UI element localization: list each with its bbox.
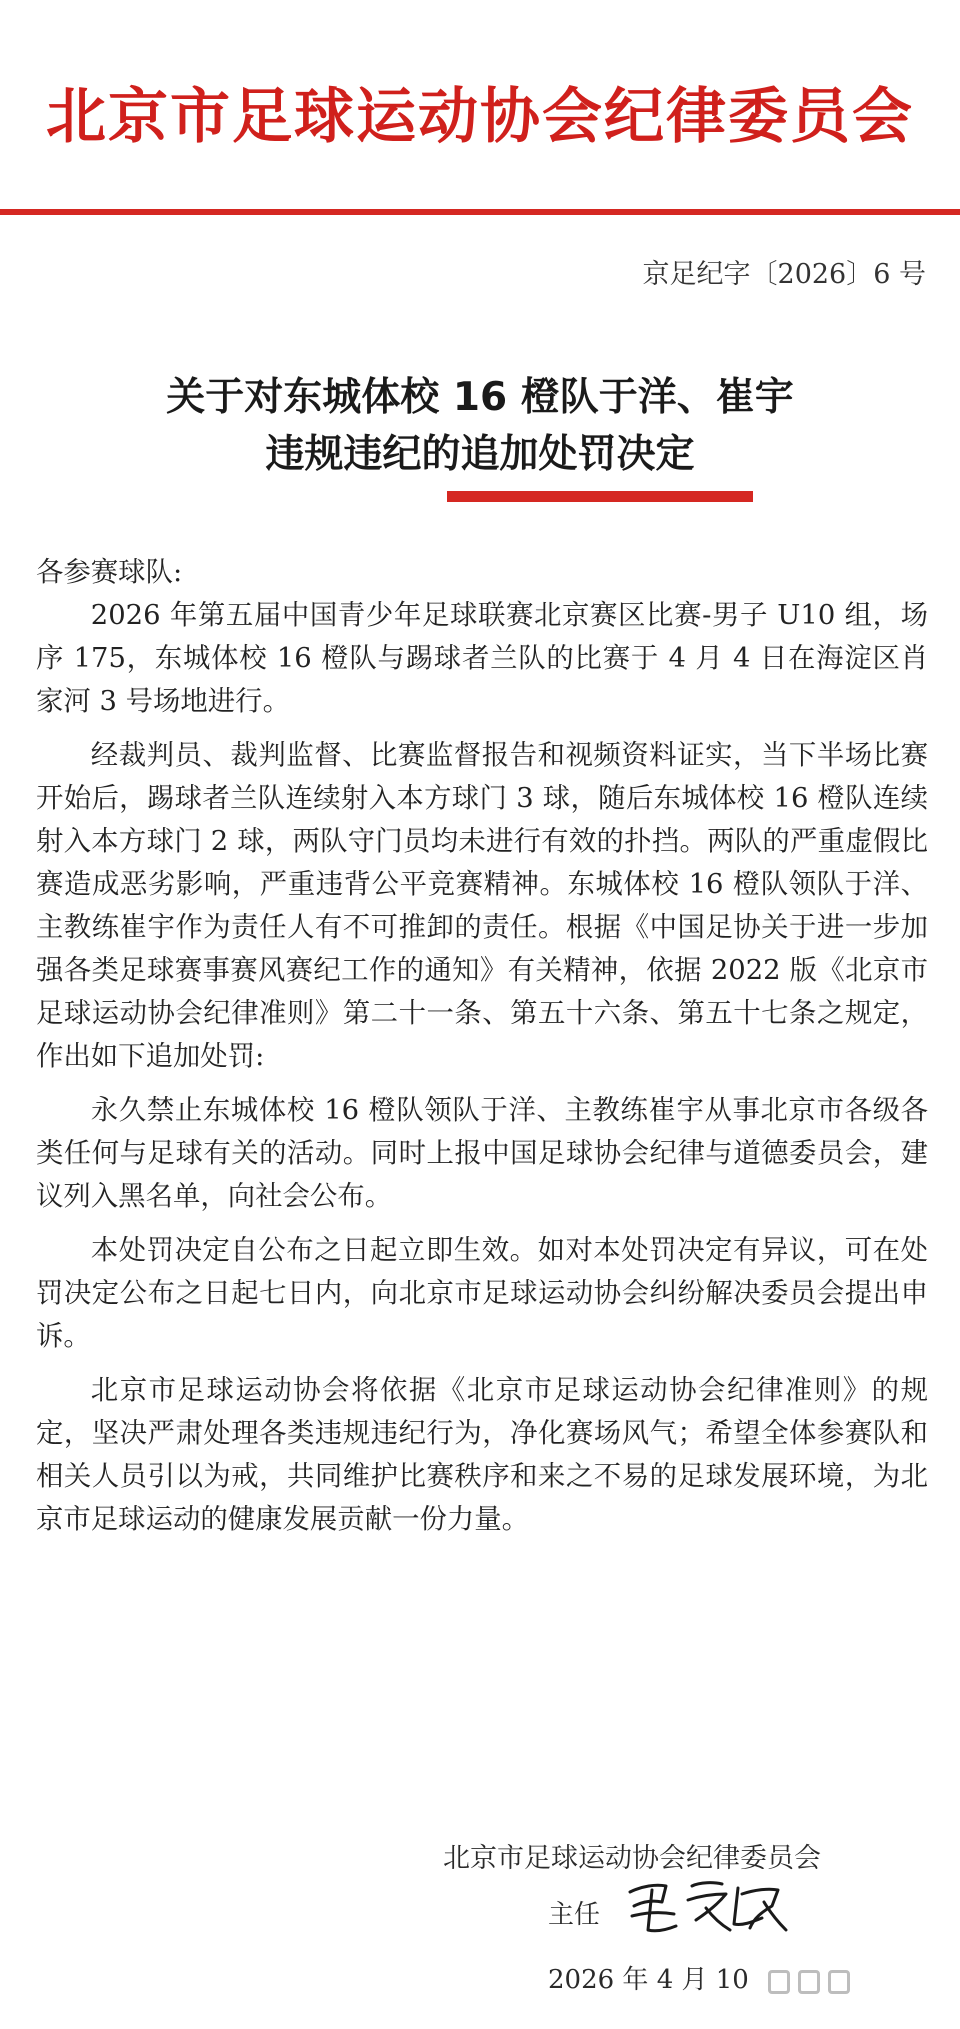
overlay-square-icon xyxy=(768,1970,790,1994)
paragraph-match-info: 2026 年第五届中国青少年足球联赛北京赛区比赛-男子 U10 组，场序 175，东城体校 16 橙队与踢球者兰队的比赛于 4 月 4 日在海淀区肖家河 3 号场地进行。 xyxy=(36,600,928,717)
overlay-square-icon xyxy=(828,1970,850,1994)
paragraph-findings: 经裁判员、裁判监督、比赛监督报告和视频资料证实，当下半场比赛开始后，踢球者兰队连续射入本方球门 3 球，随后东城体校 16 橙队连续射入本方球门 2 球，两队守门员均未进行有效的扑挡。两队的严重虚假比赛造成恶劣影响，严重违背公平竞赛精神。东城体校 16 橙队领队于洋、主教练崔宇作为责任人有不可推卸的责任。根据《中国足协关于进一步加强各类足球赛事赛风赛纪工作的通知》有关精神，依据 2022 版《北京市足球运动协会纪律准则》第二十一条、第五十六条、第五十七条之规定，作出如下追加处罚: xyxy=(36,740,928,1072)
document-title-line-1: 关于对东城体校 16 橙队于洋、崔宇 xyxy=(166,375,794,420)
signature-date: 2026 年 4 月 10 xyxy=(548,1965,749,1995)
masthead-title: 北京市足球运动协会纪律委员会 xyxy=(46,82,914,152)
title-red-underline xyxy=(447,491,753,502)
handwritten-signature xyxy=(622,1872,792,1944)
overlay-icons xyxy=(768,1963,886,2001)
document-title-line-2: 违规违纪的追加处罚决定 xyxy=(265,432,695,477)
signature-organization: 北京市足球运动协会纪律委员会 xyxy=(443,1843,821,1874)
paragraph-effective: 本处罚决定自公布之日起立即生效。如对本处罚决定有异议，可在处罚决定公布之日起七日内，向北京市足球运动协会纠纷解决委员会提出申诉。 xyxy=(36,1235,928,1352)
overlay-square-icon xyxy=(798,1970,820,1994)
paragraph-penalty: 永久禁止东城体校 16 橙队领队于洋、主教练崔宇从事北京市各级各类任何与足球有关的活动。同时上报中国足球协会纪律与道德委员会，建议列入黑名单，向社会公布。 xyxy=(36,1095,928,1212)
signature-role: 主任 xyxy=(548,1900,601,1930)
red-divider xyxy=(0,209,960,215)
document-number: 京足纪字〔2026〕6 号 xyxy=(642,259,926,290)
document-body xyxy=(36,594,928,1552)
paragraph-closing: 北京市足球运动协会将依据《北京市足球运动协会纪律准则》的规定，坚决严肃处理各类违规违纪行为，净化赛场风气；希望全体参赛队和相关人员引以为戒，共同维护比赛秩序和来之不易的足球发展环境，为北京市足球运动的健康发展贡献一份力量。 xyxy=(36,1375,928,1535)
salutation: 各参赛球队: xyxy=(36,557,183,588)
